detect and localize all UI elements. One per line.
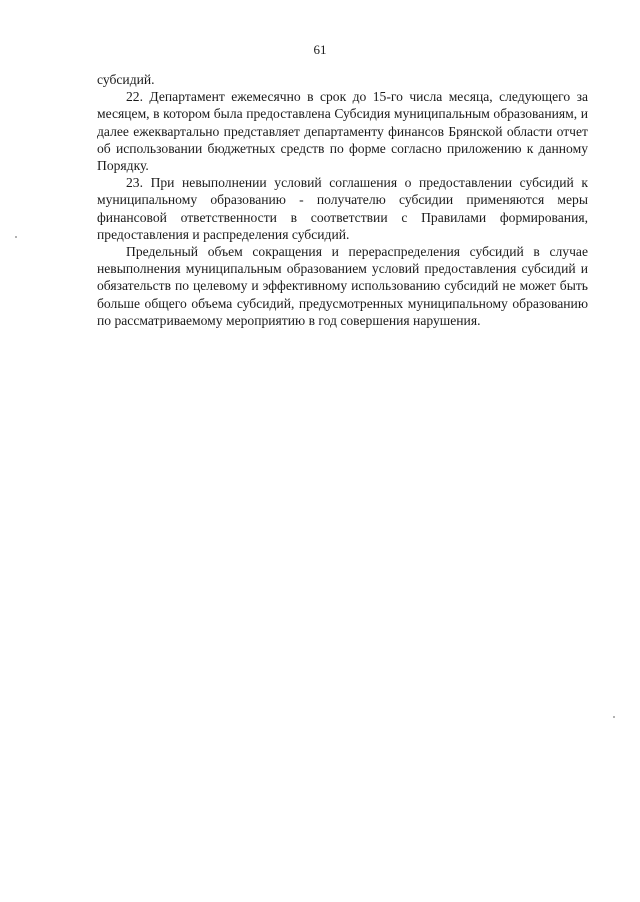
page-number: 61 <box>313 42 327 57</box>
paragraph-subsidy-limit: Предельный объем сокращения и перераспределения субсидий в случае невыполнения муниципальным образованием условий предоставления субсидий и обязательств по целевому и эффективному использованию субсидий не может быть больше общего объема субсидий, предусмотренных муниципальному образованию по рассматриваемому мероприятию в год совершения нарушения. <box>97 244 588 328</box>
document-body <box>97 71 588 329</box>
paragraph-continuation: субсидий. <box>97 72 155 87</box>
scan-speck <box>15 236 17 238</box>
paragraph-22-report: 22. Департамент ежемесячно в срок до 15-го числа месяца, следующего за месяцем, в котором была предоставлена Субсидия муниципальным образованиям, и далее ежеквартально представляет департаменту финансов Брянской области отчет об использовании бюджетных средств по форме согласно приложению к данному Порядку. <box>97 89 588 174</box>
paragraph-23-responsibility: 23. При невыполнении условий соглашения о предоставлении субсидий к муниципальному образованию - получателю субсидии применяются меры финансовой ответственности в соответствии с Правилами формирования, предоставления и распределения субсидий. <box>97 175 588 242</box>
scan-speck <box>613 716 615 718</box>
